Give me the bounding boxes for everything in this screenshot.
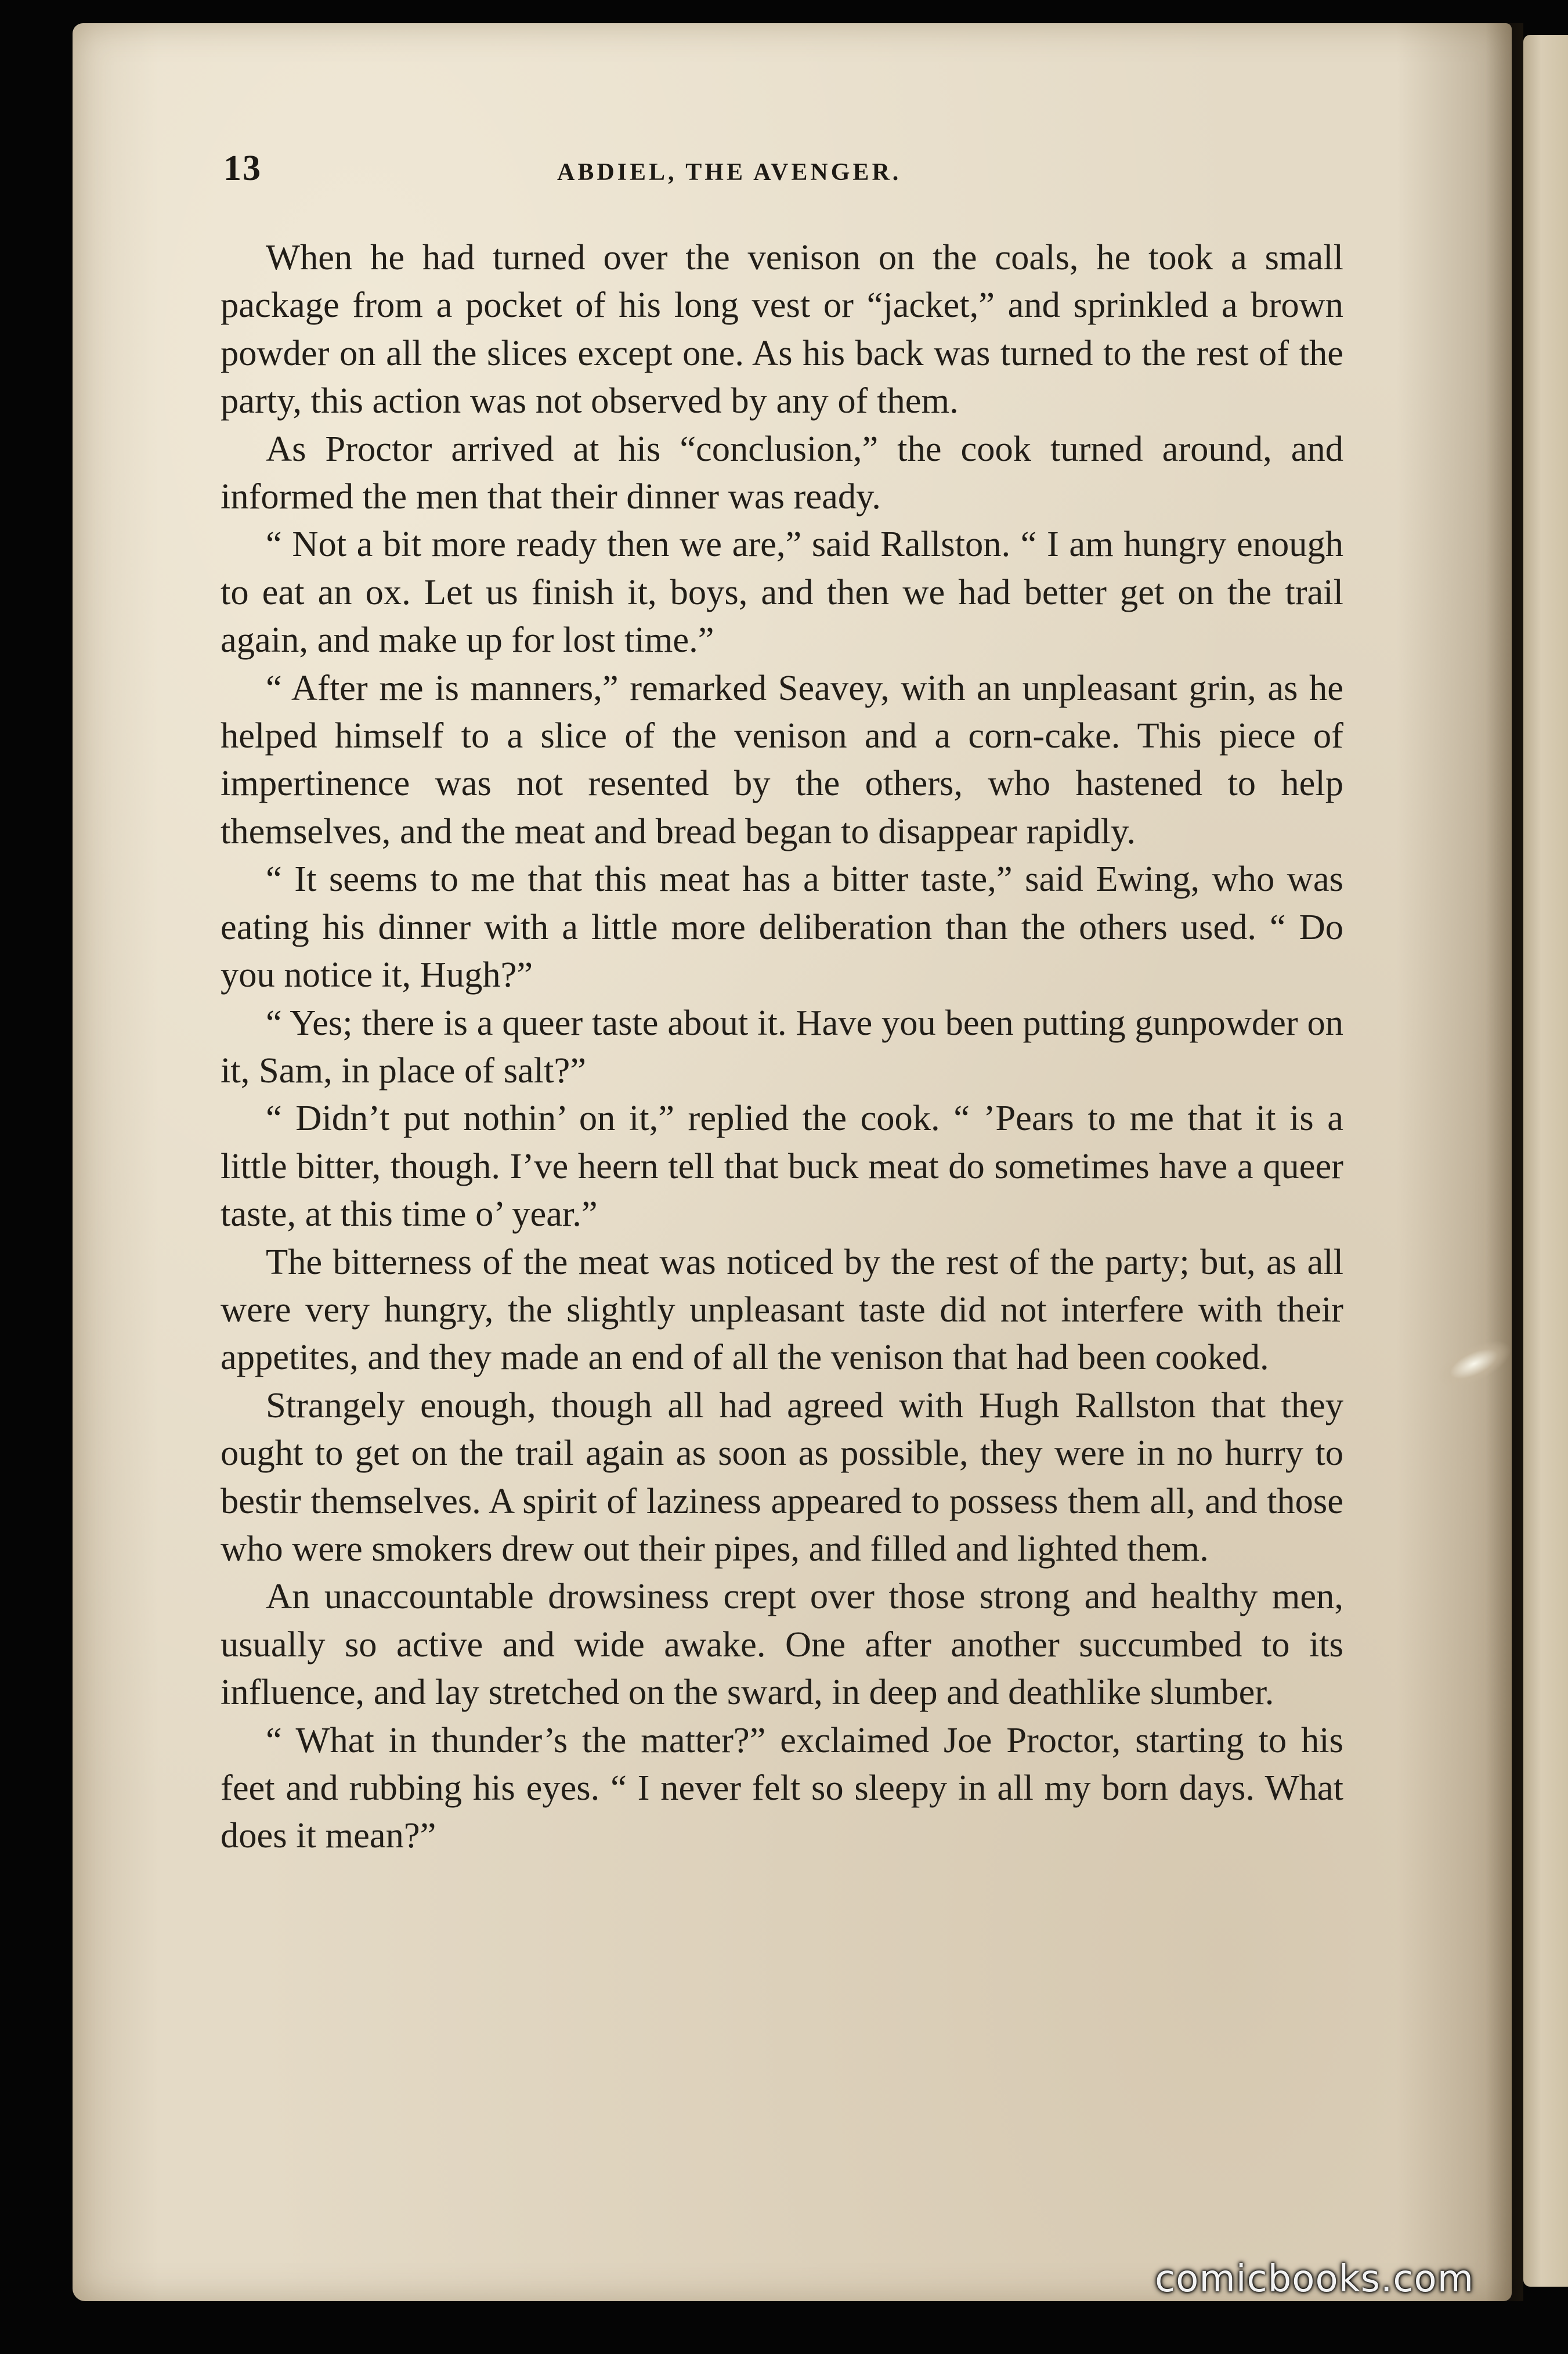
watermark: comicbooks.com [1155,2258,1475,2301]
paragraph: When he had turned over the venison on the coals, he took a small package from a pocket of his long vest or “jacket,” and sprinkled a brown powder on all the slices except one. As his back was turned to the rest of the party, this action was not observed by any of them. [221,237,1343,421]
body-text [221,233,1343,1860]
spine-shadow [1486,23,1523,2301]
paragraph: “ Yes; there is a queer taste about it. Have you been putting gunpowder on it, Sam, in place of salt?” [221,1002,1343,1091]
paragraph: Strangely enough, though all had agreed with Hugh Rallston that they ought to get on the trail again as soon as possible, they were in no hurry to bestir themselves. A spirit of laziness appeared to possess them all, and those who were smokers drew out their pipes, and filled and lighted them. [221,1384,1343,1569]
paragraph: An unaccountable drowsiness crept over those strong and healthy men, usually so active and wide awake. One after another succumbed to its influence, and lay stretched on the sward, in deep and deathlike slumber. [221,1576,1343,1713]
paragraph: “ Not a bit more ready then we are,” said Rallston. “ I am hungry enough to eat an ox. Let us finish it, boys, and then we had better get on the trail again, and make up for lost time.” [221,523,1343,660]
paragraph: “ Didn’t put nothin’ on it,” replied the cook. “ ’Pears to me that it is a little bitter, though. I’ve heern tell that buck meat do sometimes have a queer taste, at this time o’ year.” [221,1097,1343,1234]
paragraph: “ It seems to me that this meat has a bitter taste,” said Ewing, who was eating his dinner with a little more deliberation than the others used. “ Do you notice it, Hugh?” [221,858,1343,995]
paragraph: “ What in thunder’s the matter?” exclaimed Joe Proctor, starting to his feet and rubbing his eyes. “ I never felt so sleepy in all my born days. What does it mean?” [221,1719,1343,1856]
paragraph: “ After me is manners,” remarked Seavey, with an unpleasant grin, as he helped himself to a slice of the venison and a corn-cake. This piece of impertinence was not resented by the others, who hastened to help themselves, and the meat and bread began to disappear rapidly. [221,667,1343,851]
paragraph: The bitterness of the meat was noticed by the rest of the party; but, as all were very hungry, the slightly unpleasant taste did not interfere with their appetites, and they made an end of all the venison that had been cooked. [221,1241,1343,1378]
running-head [223,148,1355,194]
page-number: 13 [223,149,262,188]
running-title: ABDIEL, THE AVENGER. [557,159,902,186]
paragraph: As Proctor arrived at his “conclusion,” the cook turned around, and informed the men that their dinner was ready. [221,428,1343,517]
facing-page-edge [1523,35,1568,2287]
